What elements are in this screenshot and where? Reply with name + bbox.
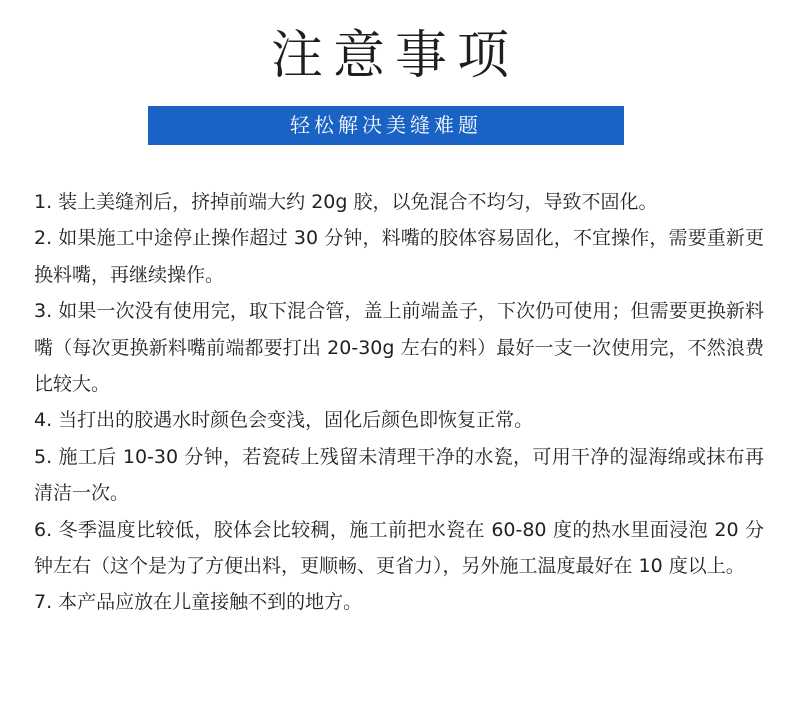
- note-item-6: 6. 冬季温度比较低，胶体会比较稠，施工前把水瓷在 60-80 度的热水里面浸泡 20 分钟左右（这个是为了方便出料，更顺畅、更省力），另外施工温度最好在 10 度以上。: [34, 518, 764, 578]
- note-item-1: 1. 装上美缝剂后，挤掉前端大约 20g 胶，以免混合不均匀，导致不固化。: [34, 191, 658, 213]
- notes-list: [34, 184, 764, 621]
- note-item-3: 3. 如果一次没有使用完，取下混合管，盖上前端盖子，下次仍可使用；但需要更换新料嘴（每次更换新料嘴前端都要打出 20-30g 左右的料）最好一支一次使用完，不然浪费比较大。: [34, 300, 764, 396]
- note-item-2: 2. 如果施工中途停止操作超过 30 分钟，料嘴的胶体容易固化，不宜操作，需要重新更换料嘴，再继续操作。: [34, 227, 764, 286]
- page-title: 注意事项: [270, 26, 519, 86]
- note-item-4: 4. 当打出的胶遇水时颜色会变浅，固化后颜色即恢复正常。: [34, 409, 534, 432]
- subtitle-banner: 轻松解决美缝难题: [148, 106, 624, 145]
- note-item-5: 5. 施工后 10-30 分钟，若瓷砖上残留未清理干净的水瓷，可用干净的湿海绵或抹布再清洁一次。: [34, 445, 764, 505]
- note-item-7: 7. 本产品应放在儿童接触不到的地方。: [34, 591, 363, 614]
